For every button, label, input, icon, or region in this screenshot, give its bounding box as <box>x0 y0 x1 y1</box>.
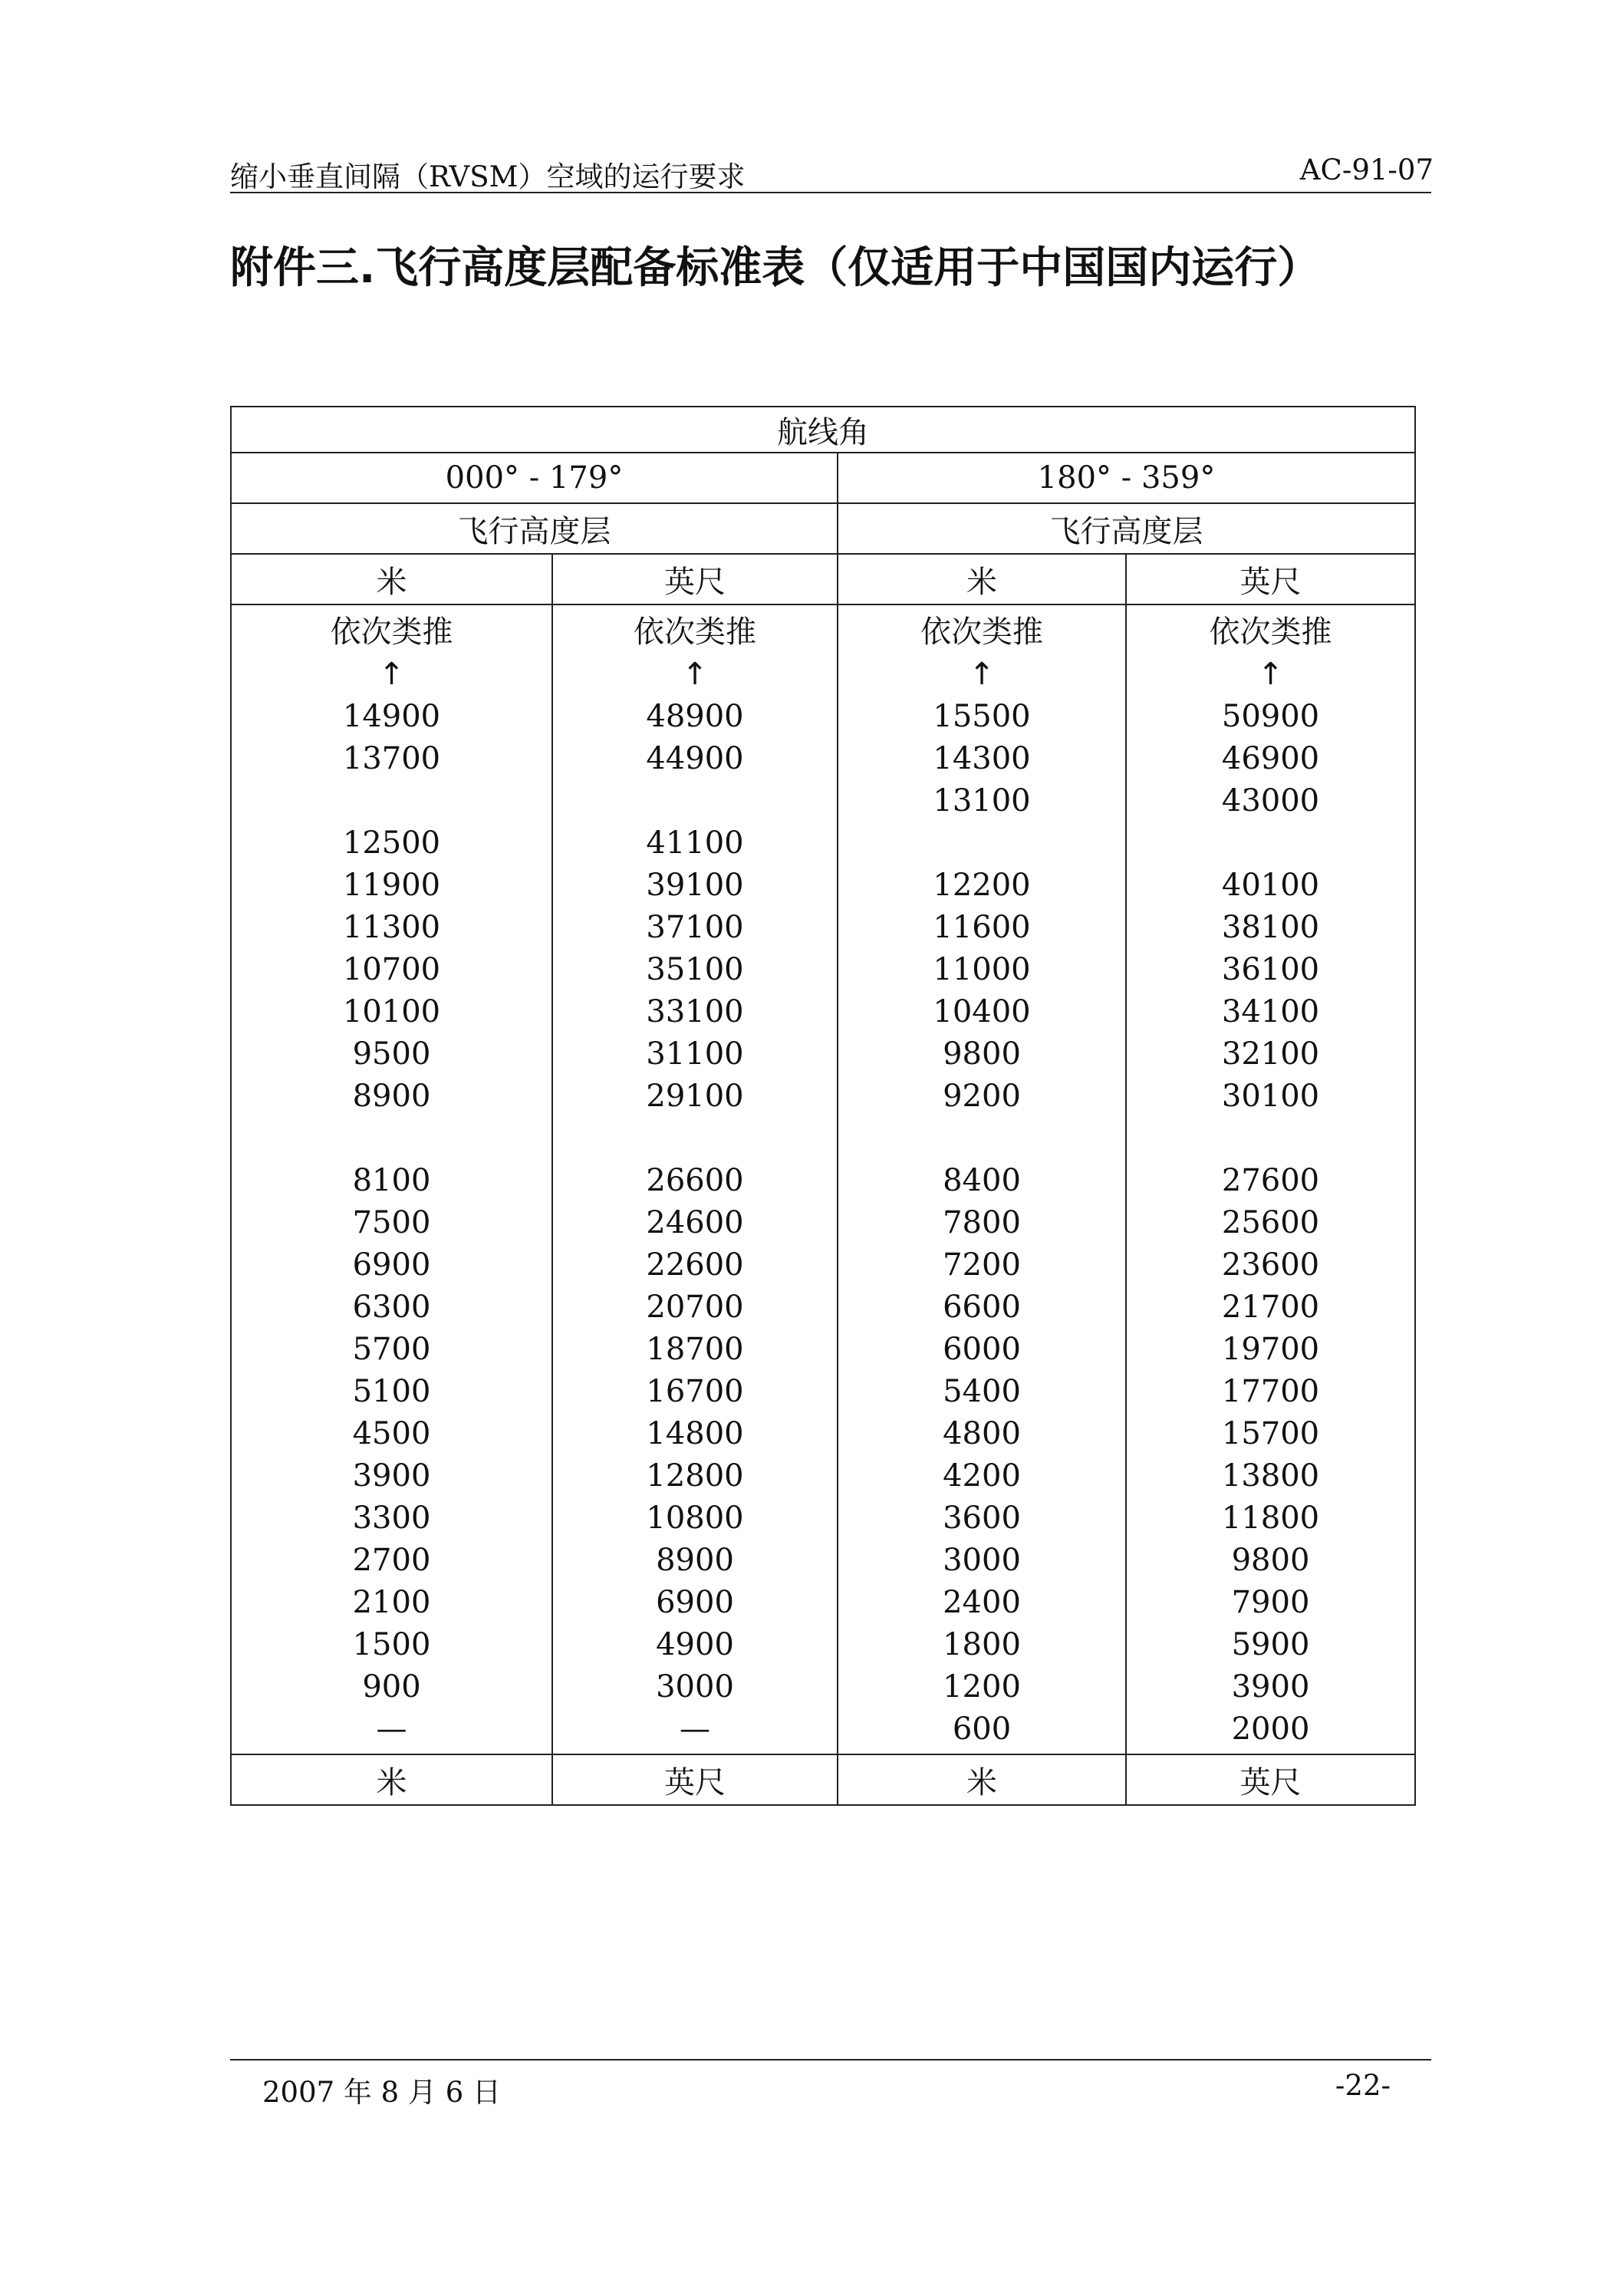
range-east-header: 000° - 179° <box>231 453 838 503</box>
up-arrow-icon: ↑ <box>378 657 405 692</box>
table-cell-empty <box>232 1118 551 1160</box>
table-cell: 29100 <box>646 1079 744 1114</box>
table-cell: 1200 <box>943 1669 1021 1705</box>
footer-divider <box>230 2059 1431 2060</box>
table-cell: 14900 <box>342 699 441 734</box>
table-cell: 13100 <box>933 783 1031 819</box>
table-cell: 16700 <box>646 1374 744 1409</box>
table-cell: 6900 <box>352 1247 431 1283</box>
table-cell: 21700 <box>1221 1290 1320 1325</box>
table-cell: 27600 <box>1221 1163 1320 1198</box>
table-cell: 15700 <box>1221 1416 1320 1451</box>
table-cell: 40100 <box>1221 868 1320 903</box>
up-arrow-icon: ↑ <box>969 657 995 692</box>
table-cell: 10100 <box>342 994 441 1029</box>
table-cell: 9200 <box>943 1079 1021 1114</box>
footer-page-number: -22- <box>1335 2069 1391 2102</box>
table-cell: 39100 <box>646 868 744 903</box>
table-cell: 1500 <box>352 1627 431 1662</box>
col-header-feet-east: 英尺 <box>552 554 838 604</box>
table-cell: 6300 <box>352 1290 431 1325</box>
table-cell: 38100 <box>1221 910 1320 945</box>
table-cell: 9800 <box>943 1036 1021 1072</box>
flight-level-header-east: 飞行高度层 <box>231 503 838 554</box>
table-cell: 25600 <box>1221 1205 1320 1240</box>
header-document-title: 缩小垂直间隔（RVSM）空域的运行要求 <box>230 160 746 193</box>
track-angle-header: 航线角 <box>231 407 1415 453</box>
continuation-label: 依次类推 <box>1209 614 1332 650</box>
page-title: 附件三.飞行高度层配备标准表（仅适用于中国国内运行） <box>230 243 1321 293</box>
col-footer-meters-east: 米 <box>231 1754 552 1805</box>
table-cell: 7800 <box>943 1205 1021 1240</box>
col-footer-meters-west: 米 <box>838 1754 1126 1805</box>
table-cell: 46900 <box>1221 741 1320 776</box>
table-cell: 8100 <box>352 1163 431 1198</box>
table-cell: 11900 <box>342 868 441 903</box>
table-cell: 36100 <box>1221 952 1320 987</box>
table-cell-empty <box>1127 822 1414 865</box>
col-header-feet-west: 英尺 <box>1126 554 1415 604</box>
table-cell: 9500 <box>352 1036 431 1072</box>
table-cell: 33100 <box>646 994 744 1029</box>
table-cell: 12800 <box>646 1458 744 1494</box>
header-divider <box>230 192 1431 193</box>
table-cell: 23600 <box>1221 1247 1320 1283</box>
table-cell: 24600 <box>646 1205 744 1240</box>
col-footer-feet-west: 英尺 <box>1126 1754 1415 1805</box>
continuation-label: 依次类推 <box>634 614 756 650</box>
table-cell-empty <box>838 822 1125 865</box>
table-cell: 7500 <box>352 1205 431 1240</box>
table-cell: 4500 <box>352 1416 431 1451</box>
col-header-meters-west: 米 <box>838 554 1126 604</box>
table-cell: 1800 <box>943 1627 1021 1662</box>
table-cell-empty <box>1127 1118 1414 1160</box>
table-cell: 15500 <box>933 699 1031 734</box>
table-cell: 6600 <box>943 1290 1021 1325</box>
table-cell: 19700 <box>1221 1332 1320 1367</box>
table-cell: 26600 <box>646 1163 744 1198</box>
table-cell: 6900 <box>656 1585 734 1620</box>
table-cell: 3900 <box>352 1458 431 1494</box>
table-cell: 35100 <box>646 952 744 987</box>
table-cell: 10800 <box>646 1500 744 1536</box>
table-cell: 3900 <box>1231 1669 1310 1705</box>
table-cell: 13800 <box>1221 1458 1320 1494</box>
table-cell: 12500 <box>342 825 441 861</box>
table-cell: 12200 <box>933 868 1031 903</box>
table-cell: 48900 <box>646 699 744 734</box>
table-cell: 14800 <box>646 1416 744 1451</box>
table-cell: 3600 <box>943 1500 1021 1536</box>
table-cell: 13700 <box>342 741 441 776</box>
table-cell: — <box>680 1711 710 1747</box>
table-cell: 11000 <box>933 952 1031 987</box>
table-cell: 18700 <box>646 1332 744 1367</box>
table-cell: 8900 <box>656 1543 734 1578</box>
table-cell: 31100 <box>646 1036 744 1072</box>
flight-level-table <box>230 406 1416 1806</box>
table-cell-empty <box>838 1118 1125 1160</box>
table-cell-empty <box>232 780 551 822</box>
table-cell: 30100 <box>1221 1079 1320 1114</box>
column-feet-east <box>552 604 838 1754</box>
table-cell: 2700 <box>352 1543 431 1578</box>
flight-level-header-west: 飞行高度层 <box>838 503 1415 554</box>
table-cell: 4200 <box>943 1458 1021 1494</box>
header-document-code: AC-91-07 <box>1299 153 1434 186</box>
table-cell: 14300 <box>933 741 1031 776</box>
table-cell: 50900 <box>1221 699 1320 734</box>
table-cell: 7900 <box>1231 1585 1310 1620</box>
table-cell: 4900 <box>656 1627 734 1662</box>
table-cell: 3000 <box>656 1669 734 1705</box>
up-arrow-icon: ↑ <box>1257 657 1284 692</box>
continuation-label: 依次类推 <box>330 614 453 650</box>
column-meters-east <box>231 604 552 1754</box>
table-cell: 8900 <box>352 1079 431 1114</box>
table-cell: 11600 <box>933 910 1031 945</box>
table-cell: 37100 <box>646 910 744 945</box>
table-cell: 11800 <box>1221 1500 1320 1536</box>
table-cell: 22600 <box>646 1247 744 1283</box>
table-cell: 5100 <box>352 1374 431 1409</box>
table-cell-empty <box>553 1118 837 1160</box>
table-cell: 41100 <box>646 825 744 861</box>
col-header-meters-east: 米 <box>231 554 552 604</box>
range-west-header: 180° - 359° <box>838 453 1415 503</box>
table-cell: 32100 <box>1221 1036 1320 1072</box>
table-cell: 4800 <box>943 1416 1021 1451</box>
table-cell: 10400 <box>933 994 1031 1029</box>
column-feet-west <box>1126 604 1415 1754</box>
table-cell: 10700 <box>342 952 441 987</box>
table-cell: 5400 <box>943 1374 1021 1409</box>
footer-date: 2007 年 8 月 6 日 <box>262 2076 502 2109</box>
column-meters-west <box>838 604 1126 1754</box>
table-cell: 2100 <box>352 1585 431 1620</box>
table-cell: 44900 <box>646 741 744 776</box>
table-cell: 6000 <box>943 1332 1021 1367</box>
table-cell: 17700 <box>1221 1374 1320 1409</box>
table-cell: 5700 <box>352 1332 431 1367</box>
table-cell: 900 <box>362 1669 421 1705</box>
col-footer-feet-east: 英尺 <box>552 1754 838 1805</box>
table-cell: 43000 <box>1221 783 1320 819</box>
table-cell: 9800 <box>1231 1543 1310 1578</box>
table-cell: 2000 <box>1231 1711 1310 1747</box>
table-cell: 3300 <box>352 1500 431 1536</box>
continuation-label: 依次类推 <box>920 614 1043 650</box>
table-cell: 3000 <box>943 1543 1021 1578</box>
table-cell-empty <box>553 780 837 822</box>
table-cell: 20700 <box>646 1290 744 1325</box>
up-arrow-icon: ↑ <box>682 657 708 692</box>
table-cell: 34100 <box>1221 994 1320 1029</box>
table-cell: 2400 <box>943 1585 1021 1620</box>
table-cell: — <box>376 1711 407 1747</box>
table-cell: 5900 <box>1231 1627 1310 1662</box>
table-cell: 600 <box>952 1711 1012 1747</box>
table-cell: 8400 <box>943 1163 1021 1198</box>
table-cell: 7200 <box>943 1247 1021 1283</box>
table-cell: 11300 <box>342 910 441 945</box>
